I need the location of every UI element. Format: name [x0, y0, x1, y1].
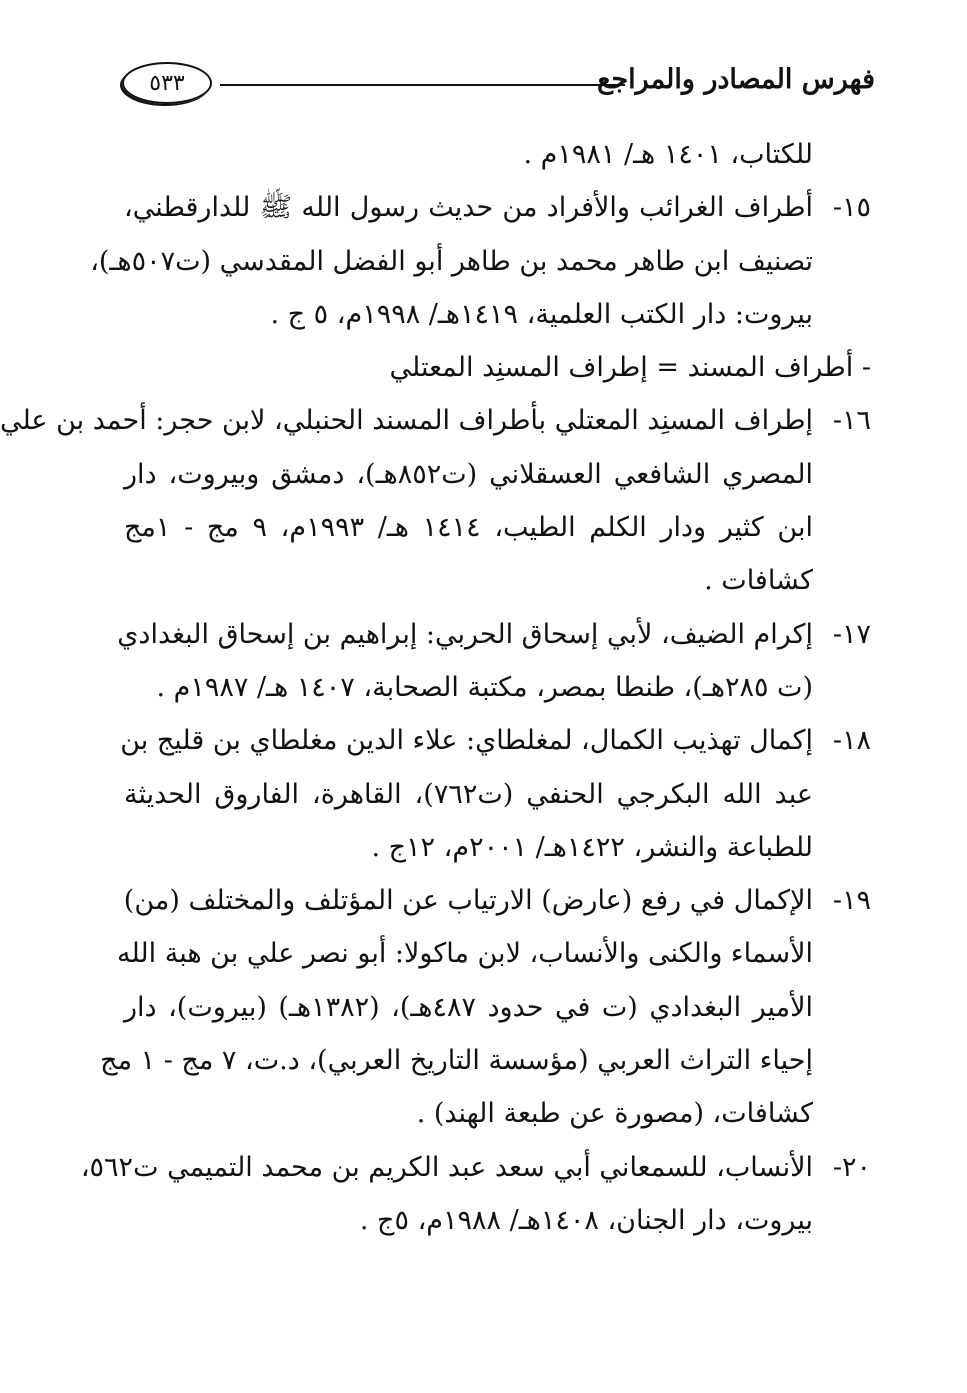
page-header [122, 58, 875, 110]
entry-number: ٢٠- [832, 1151, 871, 1183]
continuation-line: للكتاب، ١٤٠١ هـ/ ١٩٨١م . [523, 139, 813, 170]
entry-line: ابن كثير ودار الكلم الطيب، ١٤١٤ هـ/ ١٩٩٣م، ٩ مج - ١مج [124, 512, 814, 544]
entry-line: كشافات . [704, 565, 813, 597]
entry-line: المصري الشافعي العسقلاني (ت٨٥٢هـ)، دمشق وبيروت، دار [124, 458, 813, 490]
entry-number: ١٩- [832, 885, 871, 917]
entry-line: كشافات، (مصورة عن طبعة الهند) . [416, 1098, 813, 1130]
reference-entry-17 [117, 608, 871, 715]
entry-number: ١٥- [832, 192, 871, 224]
reference-entry-16 [0, 394, 871, 607]
entry-line: الأسماء والكنى والأنساب، لابن ماكولا: أبو نصر علي بن هبة الله [117, 938, 813, 970]
entry-line: (ت ٢٨٥هـ)، طنطا بمصر، مكتبة الصحابة، ١٤٠٧ هـ/ ١٩٨٧م . [156, 671, 813, 703]
entry-line: أطراف الغرائب والأفراد من حديث رسول الله ﷺ للدارقطني، [124, 192, 813, 224]
reference-entry-18 [120, 714, 871, 874]
cross-reference: - أطراف المسند = إطراف المسنِد المعتلي [389, 352, 871, 384]
references-list [0, 128, 871, 1247]
entry-line: الأمير البغدادي (ت في حدود ٤٨٧هـ)، (١٣٨٢هـ) (بيروت)، دار [124, 991, 813, 1023]
entry-line: إكرام الضيف، لأبي إسحاق الحربي: إبراهيم بن إسحاق البغدادي [117, 618, 813, 650]
entry-line: للطباعة والنشر، ١٤٢٢هـ/ ٢٠٠١م، ١٢ج . [371, 831, 813, 863]
entry-line: تصنيف ابن طاهر محمد بن طاهر أبو الفضل المقدسي (ت٥٠٧هـ)، [90, 245, 813, 277]
reference-entry-19 [100, 874, 871, 1140]
running-title: فهرس المصادر والمراجع [597, 64, 875, 95]
reference-entry-15 [90, 181, 871, 341]
entry-line: إطراف المسنِد المعتلي بأطراف المسند الحنبلي، لابن حجر: أحمد بن علي [0, 405, 813, 437]
page-number-badge: ٥٣٣ [122, 62, 212, 104]
entry-line: الإكمال في رفع (عارض) الارتياب عن المؤتلف والمختلف (من) [123, 885, 813, 917]
header-rule [220, 84, 625, 86]
entry-line: إكمال تهذيب الكمال، لمغلطاي: علاء الدين مغلطاي بن قليج بن [120, 725, 813, 757]
entry-line: بيروت، دار الجنان، ١٤٠٨هـ/ ١٩٨٨م، ٥ج . [359, 1204, 813, 1236]
entry-line: إحياء التراث العربي (مؤسسة التاريخ العربي)، د.ت، ٧ مج - ١ مج [100, 1045, 813, 1077]
entry-line: الأنساب، للسمعاني أبي سعد عبد الكريم بن محمد التميمي ت٥٦٢، [80, 1151, 813, 1183]
entry-number: ١٦- [832, 405, 871, 437]
entry-line: بيروت: دار الكتب العلمية، ١٤١٩هـ/ ١٩٩٨م، ٥ ج . [270, 298, 813, 330]
entry-number: ١٨- [832, 725, 871, 757]
reference-entry-20 [80, 1141, 871, 1248]
entry-line: عبد الله البكرجي الحنفي (ت٧٦٢)، القاهرة، الفاروق الحديثة [124, 778, 813, 810]
entry-number: ١٧- [832, 618, 871, 650]
